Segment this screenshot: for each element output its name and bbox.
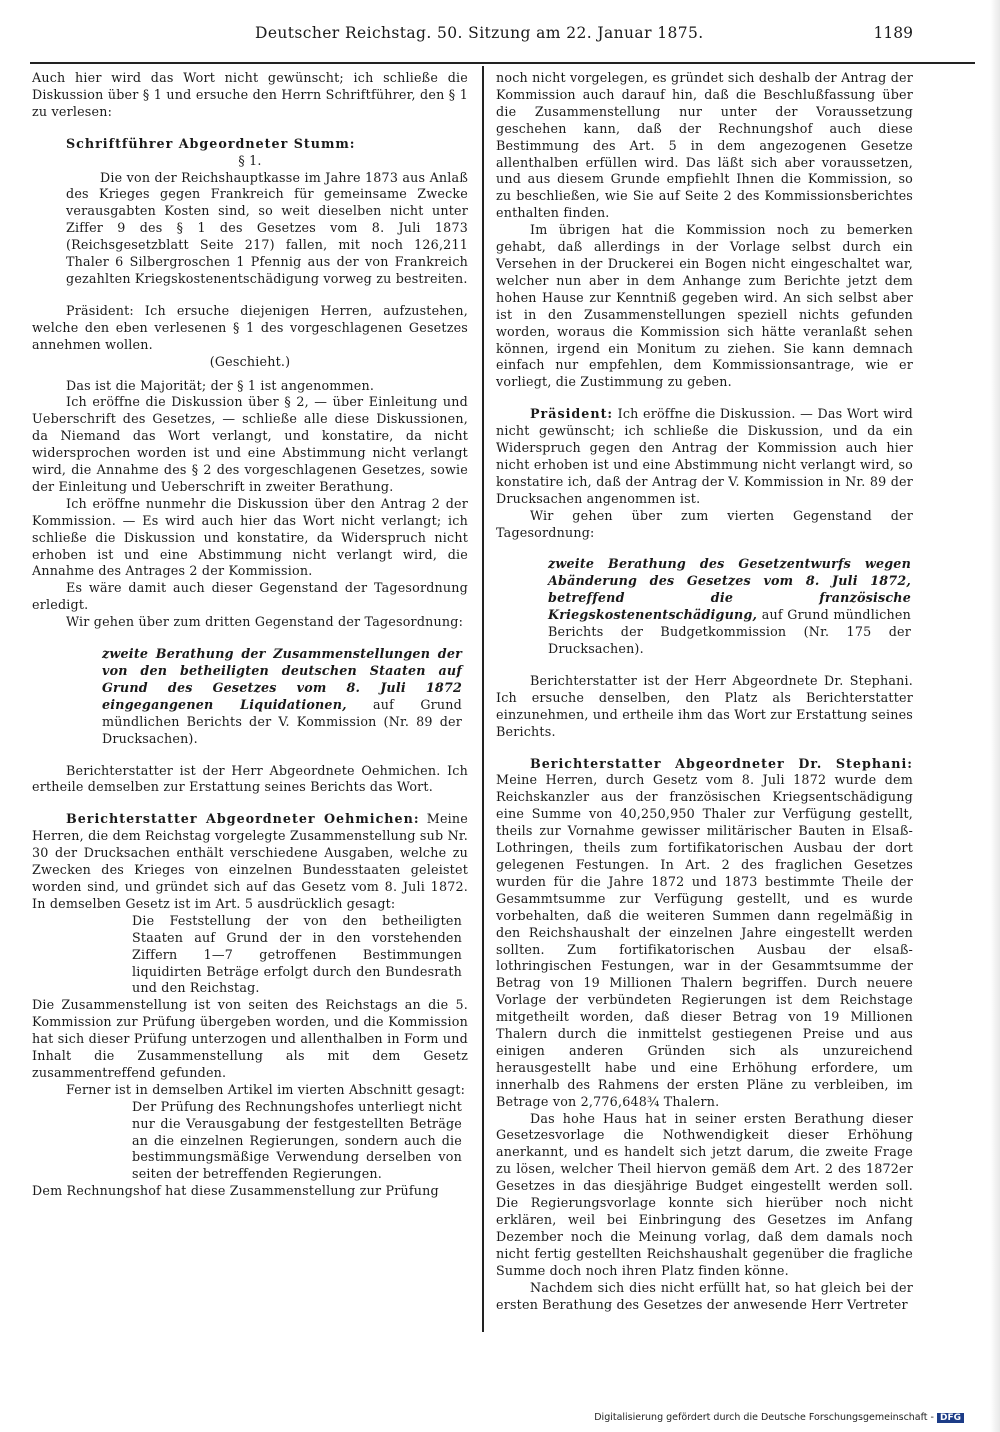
- agenda-note: auf Grund mündlichen Berichts der Budgetkommission (Nr. 175 der Drucksachen).: [548, 607, 911, 656]
- page-title: Deutscher Reichstag. 50. Sitzung am 22. Januar 1875.: [255, 24, 704, 42]
- dfg-logo: DFG: [937, 1413, 964, 1423]
- digitization-credit: [594, 1412, 964, 1423]
- agenda-item: [32, 646, 468, 747]
- speaker-name: Schriftführer Abgeordneter Stumm:: [66, 135, 356, 151]
- quotation: Der Prüfung des Rechnungshofes unterliegt nicht nur die Verausgabung der festgestellten Beträge an die einzelnen Regierungen, sondern auch die bestimmungsmäßige Verwendung derselben von seiten der betreffenden Regierungen.: [132, 1098, 462, 1182]
- paragraph: [32, 811, 468, 912]
- speaker-name: Präsident:: [530, 406, 614, 422]
- paragraph: noch nicht vorgelegen, es gründet sich deshalb der Antrag der Kommission auch darauf hin, daß die Beschlußfassung über die Zusammenstellung nur unter der Voraussetzung geschehen kann, daß der Rechnungshof auch diese Bestimmung des Art. 5 in dem angezogenen Gesetze allenthalben erfüllen wird. Das läßt sich aber voraussetzen, und aus diesem Grunde empfiehlt Ihnen die Kommission, so zu beschließen, wie Sie auf Seite 2 des Kommissionsberichtes enthalten finden.: [496, 70, 913, 221]
- speech-text: Ich eröffne die Diskussion. — Das Wort wird nicht gewünscht; ich schließe die Diskussion, und da ein Widerspruch gegen den Antrag der Kommission auch hier nicht erhoben ist und eine Abstimmung nicht verlangt wird, so konstatire ich, daß der Antrag der V. Kommission in Nr. 89 der Drucksachen angenommen ist.: [496, 406, 913, 506]
- paragraph: Das hohe Haus hat in seiner ersten Berathung dieser Gesetzesvorlage die Nothwendigkeit dieser Erhöhung anerkannt, und es handelt sich jetzt darum, die zweite Frage zu lösen, welcher Theil hiervon gemäß dem Art. 2 des 1872er Gesetzes in das diesjährige Budget eingestellt werden soll. Die Regierungsvorlage konnte sich hierüber noch nicht erklären, weil bei Einbringung des Gesetzes im Anfang Dezember noch die Meinung vorlag, daß dem damals noch nicht fertig gestellten Reichshaushalt gegenüber die fragliche Summe doch noch ihren Platz finden könne.: [496, 1110, 913, 1278]
- paragraph: Wir gehen über zum dritten Gegenstand der Tagesordnung:: [66, 614, 464, 630]
- paragraph: Berichterstatter ist der Herr Abgeordnete Dr. Stephani. Ich ersuche denselben, den Platz als Berichterstatter einzunehmen, und ertheile ihm das Wort zur Erstattung seines Berichts.: [496, 672, 913, 739]
- paragraph: Das ist die Majorität; der § 1 ist angenommen.: [66, 377, 375, 393]
- paragraph: Die Zusammenstellung ist von seiten des Reichstags an die 5. Kommission zur Prüfung übergeben worden, und die Kommission hat sich dieser Prüfung unterzogen und allenthalben in Form und Inhalt die Zusammenstellung als mit dem Gesetz zusammentreffend gefunden.: [32, 997, 468, 1080]
- right-column: [496, 70, 913, 1313]
- paragraph: Berichterstatter ist der Herr Abgeordnete Oehmichen. Ich ertheile demselben zur Erstattung seines Berichts das Wort.: [32, 762, 468, 795]
- paragraph: Es wäre damit auch dieser Gegenstand der Tagesordnung erledigt.: [32, 580, 468, 613]
- paragraph: Ich eröffne nunmehr die Diskussion über den Antrag 2 der Kommission. — Es wird auch hier das Wort nicht verlangt; ich schließe die Diskussion und konstatire, da Widerspruch nicht erhoben ist und eine Abstimmung nicht verlangt wird, die Annahme des Antrages 2 der Kommission.: [32, 495, 468, 579]
- paragraph: Auch hier wird das Wort nicht gewünscht; ich schließe die Diskussion über § 1 und ersuche den Herrn Schriftführer, den § 1 zu verlesen:: [32, 70, 468, 119]
- paragraph: Ich eröffne die Diskussion über § 2, — über Einleitung und Ueberschrift des Gesetzes, — schließe alle diese Diskussionen, da Niemand das Wort verlangt, und konstatire, da nicht widersprochen worden ist und eine Abstimmung nicht verlangt wird, die Annahme des § 2 des vorgeschlagenen Gesetzes, sowie der Einleitung und Ueberschrift in zweiter Berathung.: [32, 394, 468, 494]
- paragraph: [496, 756, 913, 1111]
- page-edge: [990, 0, 1000, 1432]
- agenda-note: auf Grund mündlichen Berichts der V. Kommission (Nr. 89 der Drucksachen).: [102, 696, 462, 746]
- paragraph: Im übrigen hat die Kommission noch zu bemerken gehabt, daß allerdings in der Vorlage selbst durch ein Versehen in der Druckerei ein Bogen nicht eingeschaltet war, welcher nun aber in dem Anhange zum Berichte jetzt dem hohen Hause zur Kenntniß gegeben wird. An sich selbst aber ist in den Zusammenstellungen speziell nichts gefunden worden, woraus die Kommission sich hätte veranlaßt sehen können, irgend ein Monitum zu ziehen. Sie kann demnach einfach nur empfehlen, dem Kommissionsantrage, wie er vorliegt, die Zustimmung zu geben.: [496, 222, 913, 390]
- paragraph: Die von der Reichshauptkasse im Jahre 1873 aus Anlaß des Krieges gegen Frankreich für gemeinsame Zwecke verausgabten Kosten sind, so weit dieselben nicht unter Ziffer 9 des § 1 des Gesetzes vom 8. Juli 1873 (Reichsgesetzblatt Seite 217) fallen, mit noch 126,211 Thaler 6 Silbergroschen 1 Pfennig aus der von Frankreich gezahlten Kriegskostenentschädigung vorweg zu bestreiten.: [66, 169, 468, 286]
- agenda-title: zweite Berathung der Zusammenstellungen der von den betheiligten deutschen Staaten auf Grund des Gesetzes vom 8. Juli 1872 eingegangenen Liquidationen,: [102, 646, 462, 712]
- paragraph: Wir gehen über zum vierten Gegenstand der Tagesordnung:: [496, 507, 913, 540]
- left-column: [32, 70, 468, 1200]
- speaker-name: Berichterstatter Abgeordneter Oehmichen:: [66, 811, 420, 827]
- paragraph: Dem Rechnungshof hat diese Zusammenstellung zur Prüfung: [32, 1183, 439, 1199]
- page-header: [30, 12, 975, 64]
- speech-text: Meine Herren, durch Gesetz vom 8. Juli 1872 wurde dem Reichskanzler aus der französischen Kriegsentschädigung eine Summe von 40,250,950 Thaler zur Verfügung gestellt, theils zur Vornahme gewisser militärischer Bauten in Elsaß-Lothringen, theils zum fortifikatorischen Ausbau der dort gelegenen Festungen. In Art. 2 des fraglichen Gesetzes wurden für die Jahre 1872 und 1873 bestimmte Theile der Gesammtsumme zur Verfügung gestellt, und es wurde vorbehalten, daß die weiteren Summen dann regelmäßig in den Reichshaushalt der einzelnen Jahre eingestellt werden sollten. Zum fortifikatorischen Ausbau der elsaß-lothringischen Festungen, war in der Gesammtsumme der Betrag von 19 Millionen Thalern begriffen. Durch neuere Vorlage der verbündeten Regierungen ist dem Reichstage mitgetheilt worden, daß dieser Betrag von 19 Millionen Thalern durch die inmittelst gestiegenen Preise und aus einigen anderen Gründen sich als unzureichend herausgestellt habe und eine Erhöhung erfordere, um innerhalb des Rahmens der ersten Pläne zu verbleiben, im Betrage von 2,776,648¾ Thalern.: [496, 772, 913, 1109]
- column-divider: [482, 66, 484, 1332]
- speech-text: Meine Herren, die dem Reichstag vorgelegte Zusammenstellung sub Nr. 30 der Drucksachen enthält verschiedene Ausgaben, welche zu Zwecken des Krieges von einzelnen Bundesstaaten geleistet worden sind, und gründet sich auf das Gesetz vom 8. Juli 1872. In demselben Gesetz ist im Art. 5 ausdrücklich gesagt:: [32, 811, 468, 911]
- paragraph: Nachdem sich dies nicht erfüllt hat, so hat gleich bei der ersten Berathung des Gesetzes der anwesende Herr Vertreter: [496, 1279, 913, 1312]
- page-number: 1189: [873, 24, 913, 42]
- section-heading: § 1.: [238, 152, 262, 168]
- paragraph: Ferner ist in demselben Artikel im vierten Abschnitt gesagt:: [66, 1081, 466, 1097]
- quotation: Die Feststellung der von den betheiligten Staaten auf Grund der in den vorstehenden Ziffern 1—7 getroffenen Bestimmungen liquidirten Beträge erfolgt durch den Bundesrath und den Reichstag.: [132, 912, 462, 996]
- credit-text: Digitalisierung gefördert durch die Deutsche Forschungsgemeinschaft -: [594, 1412, 934, 1423]
- agenda-title: zweite Berathung des Gesetzentwurfs wegen Abänderung des Gesetzes vom 8. Juli 1872, betreffend die französische Kriegskostenentschädigung,: [548, 556, 911, 623]
- speaker-name: Berichterstatter Abgeordneter Dr. Stephani:: [530, 755, 913, 771]
- speaker-label: [32, 136, 468, 153]
- agenda-item: [496, 556, 913, 657]
- paragraph: [496, 406, 913, 507]
- stage-direction: (Geschieht.): [209, 353, 291, 369]
- paragraph: Präsident: Ich ersuche diejenigen Herren, aufzustehen, welche den eben verlesenen § 1 des vorgeschlagenen Gesetzes annehmen wollen.: [32, 302, 468, 352]
